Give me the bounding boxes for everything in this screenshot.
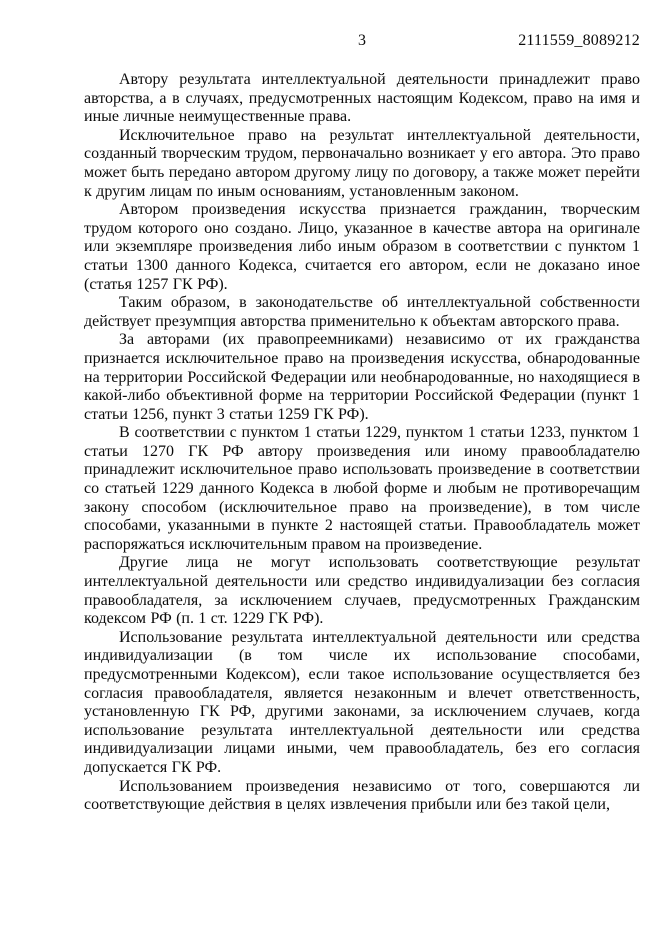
document-id: 2111559_8089212 [518, 32, 640, 49]
paragraph: Таким образом, в законодательстве об интеллектуальной собственности действует презумпция авторства применительно к объектам авторского права. [84, 294, 640, 330]
paragraph: Использование результата интеллектуальной деятельности или средства индивидуализации (в том числе их использование способами, предусмотренными Кодексом), если такое использование осуществляется без согласия правообладателя, является незаконным и влечет ответственность, установленную ГК РФ, другими законами, за исключением случаев, когда использование результата интеллектуальной деятельности или средства индивидуализации лицами иными, чем правообладатель, без его согласия допускается ГК РФ. [84, 628, 640, 776]
paragraph: Исключительное право на результат интеллектуальной деятельности, созданный творческим трудом, первоначально возникает у его автора. Это право может быть передано автором другому лицу по договору, а также может перейти к другим лицам по иным основаниям, установленным законом. [84, 126, 640, 200]
paragraph: Автору результата интеллектуальной деятельности принадлежит право авторства, а в случаях, предусмотренных настоящим Кодексом, право на имя и иные личные неимущественные права. [84, 71, 640, 126]
paragraph: В соответствии с пунктом 1 статьи 1229, пунктом 1 статьи 1233, пунктом 1 статьи 1270 ГК РФ автору произведения или иному правообладателю принадлежит исключительное право использовать произведение в соответствии со статьей 1229 данного Кодекса в любой форме и любым не противоречащим закону способом (исключительное право на произведение), в том числе способами, указанными в пункте 2 настоящей статьи. Правообладатель может распоряжаться исключительным правом на произведение. [84, 424, 640, 553]
paragraph: За авторами (их правопреемниками) независимо от их гражданства признается исключительное право на произведения искусства, обнародованные на территории Российской Федерации или необнародованные, но находящиеся в какой-либо объективной форме на территории Российской Федерации (пункт 1 статьи 1256, пункт 3 статьи 1259 ГК РФ). [84, 331, 640, 423]
paragraph: Автором произведения искусства признается гражданин, творческим трудом которого оно создано. Лицо, указанное в качестве автора на оригинале или экземпляре произведения либо иным образом в соответствии с пунктом 1 статьи 1300 данного Кодекса, считается его автором, если не доказано иное (статья 1257 ГК РФ). [84, 201, 640, 293]
page-number: 3 [358, 32, 366, 49]
paragraph: Использованием произведения независимо от того, совершаются ли соответствующие действия в целях извлечения прибыли или без такой цели, [84, 777, 640, 814]
paragraph: Другие лица не могут использовать соответствующие результат интеллектуальной деятельности или средство индивидуализации без согласия правообладателя, за исключением случаев, предусмотренных Гражданским кодексом РФ (п. 1 ст. 1229 ГК РФ). [84, 554, 640, 628]
page-header [84, 32, 640, 50]
text-column [84, 32, 640, 815]
document-body [84, 71, 640, 815]
